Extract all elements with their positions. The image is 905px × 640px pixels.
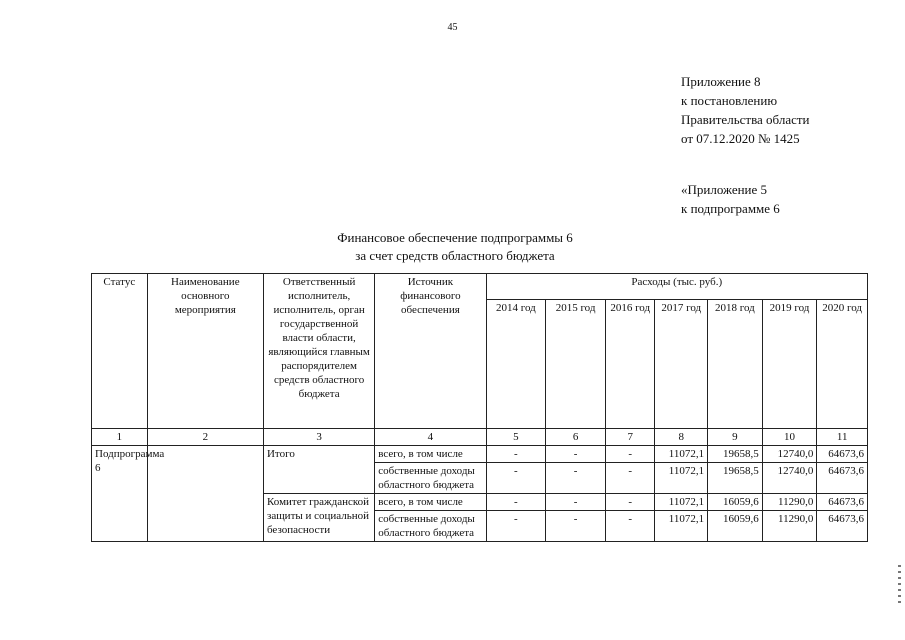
header-year: 2014 год: [486, 300, 546, 429]
title-line: за счет средств областного бюджета: [355, 248, 555, 263]
financing-table: [91, 273, 868, 542]
header-expenses: Расходы (тыс. руб.): [486, 274, 867, 300]
column-number: 10: [762, 429, 817, 446]
header-year: 2015 год: [546, 300, 606, 429]
value-cell: 11072,1: [655, 511, 708, 542]
column-number: 5: [486, 429, 546, 446]
appendix-sub-line: «Приложение 5: [681, 182, 768, 197]
value-cell: -: [546, 511, 606, 542]
value-cell: -: [605, 511, 655, 542]
header-source: Источник финансового обеспечения: [375, 274, 486, 429]
value-cell: 16059,6: [708, 511, 763, 542]
value-cell: 12740,0: [762, 463, 817, 494]
value-cell: -: [546, 446, 606, 463]
value-cell: -: [605, 463, 655, 494]
value-cell: 11290,0: [762, 511, 817, 542]
status-cell: Подпрограмма 6: [92, 446, 148, 542]
executor-cell: Итого: [263, 446, 374, 494]
column-number: 6: [546, 429, 606, 446]
appendix-main-line: от 07.12.2020 № 1425: [681, 131, 800, 146]
value-cell: 16059,6: [708, 494, 763, 511]
header-row: [92, 274, 868, 300]
title-line: Финансовое обеспечение подпрограммы 6: [337, 230, 573, 245]
header-year: 2018 год: [708, 300, 763, 429]
source-cell: всего, в том числе: [375, 446, 486, 463]
column-number: 7: [605, 429, 655, 446]
value-cell: 11072,1: [655, 494, 708, 511]
value-cell: 11072,1: [655, 446, 708, 463]
value-cell: -: [486, 446, 546, 463]
source-cell: собственные доходы областного бюджета: [375, 511, 486, 542]
value-cell: -: [605, 494, 655, 511]
table-row: [92, 446, 868, 463]
value-cell: 64673,6: [817, 463, 868, 494]
appendix-main-line: Правительства области: [681, 112, 810, 127]
page-number: 45: [447, 22, 458, 33]
header-status: Статус: [92, 274, 148, 429]
value-cell: -: [486, 463, 546, 494]
header-executor: Ответственный исполнитель, исполнитель, орган государственной власти области, являющийся главным распорядителем средств областного бюджета: [263, 274, 374, 429]
value-cell: -: [546, 463, 606, 494]
source-cell: собственные доходы областного бюджета: [375, 463, 486, 494]
value-cell: 11290,0: [762, 494, 817, 511]
column-number: 2: [147, 429, 263, 446]
column-number: 3: [263, 429, 374, 446]
scan-artifact: [898, 565, 901, 605]
value-cell: 64673,6: [817, 446, 868, 463]
value-cell: -: [486, 494, 546, 511]
event-name-cell: [147, 446, 263, 542]
column-number-row: [92, 429, 868, 446]
value-cell: 64673,6: [817, 511, 868, 542]
appendix-main-line: к постановлению: [681, 93, 778, 108]
value-cell: -: [546, 494, 606, 511]
column-number: 1: [92, 429, 148, 446]
header-event-name: Наименование основного мероприятия: [147, 274, 263, 429]
value-cell: 64673,6: [817, 494, 868, 511]
header-year: 2017 год: [655, 300, 708, 429]
value-cell: 11072,1: [655, 463, 708, 494]
value-cell: -: [486, 511, 546, 542]
column-number: 8: [655, 429, 708, 446]
appendix-main-block: [681, 72, 810, 148]
value-cell: 19658,5: [708, 463, 763, 494]
appendix-sub-block: [681, 180, 780, 218]
column-number: 4: [375, 429, 486, 446]
appendix-main-line: Приложение 8: [681, 74, 761, 89]
value-cell: 19658,5: [708, 446, 763, 463]
executor-cell: Комитет гражданской защиты и социальной безопасности: [263, 494, 374, 542]
appendix-sub-line: к подпрограмме 6: [681, 201, 780, 216]
header-year: 2016 год: [605, 300, 655, 429]
value-cell: -: [605, 446, 655, 463]
header-year: 2020 год: [817, 300, 868, 429]
header-year: 2019 год: [762, 300, 817, 429]
column-number: 11: [817, 429, 868, 446]
value-cell: 12740,0: [762, 446, 817, 463]
column-number: 9: [708, 429, 763, 446]
document-title: [230, 229, 680, 265]
source-cell: всего, в том числе: [375, 494, 486, 511]
